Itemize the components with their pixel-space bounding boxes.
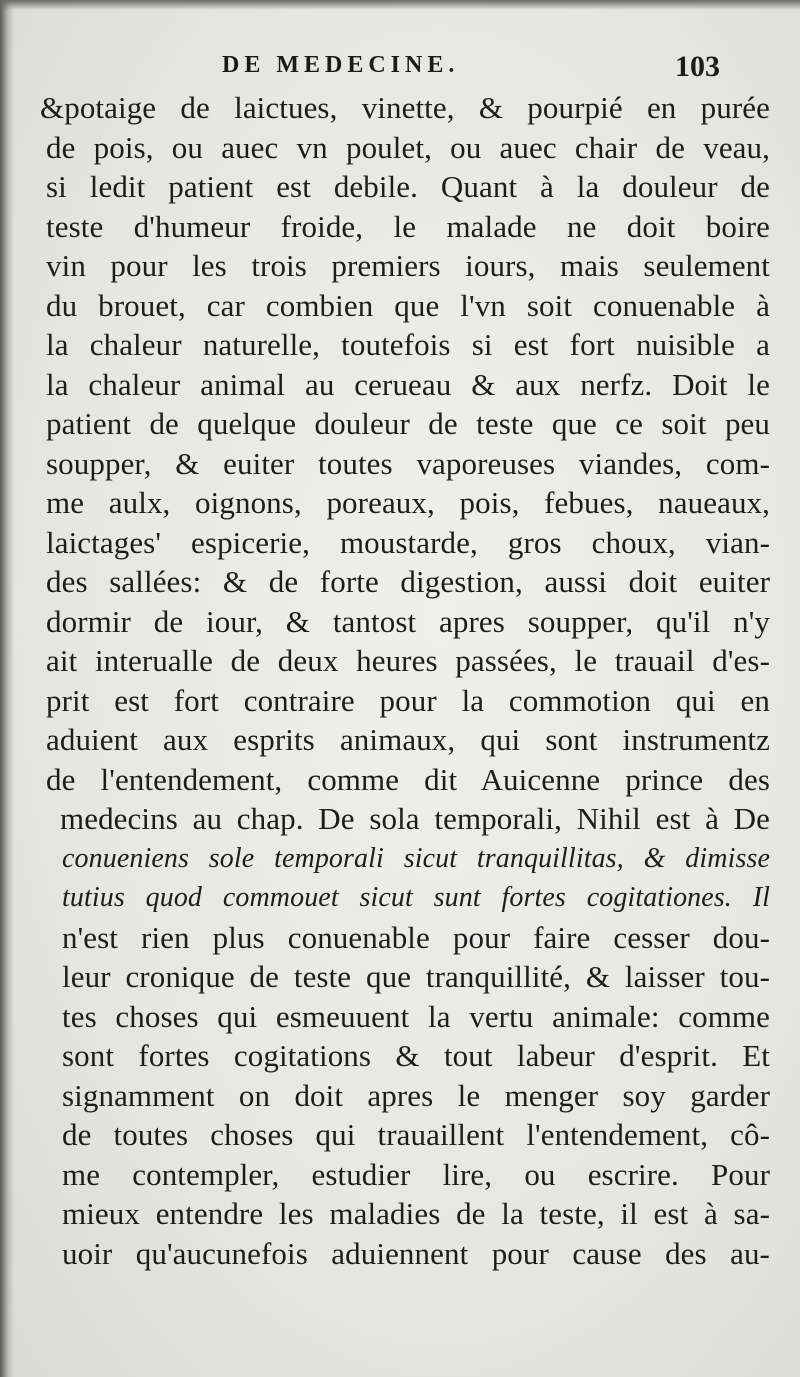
text-line: si ledit patient est debile. Quant à la douleur de — [46, 169, 770, 204]
text-line: dormir de iour, & tantost apres soupper, qu'il n'y — [46, 603, 770, 639]
text-line: sont fortes cogitations & tout labeur d'esprit. Et — [62, 1038, 770, 1073]
text-line: leur cronique de teste que tranquillité, & laisser tou- — [62, 959, 770, 994]
text-line: teste d'humeur froide, le malade ne doit boire — [46, 208, 770, 244]
text-line: prit est fort contraire pour la commotion qui en — [46, 682, 770, 718]
text-line: &potaige de laictues, vinette, & pourpié en purée — [40, 90, 770, 125]
text-line: soupper, & euiter toutes vaporeuses viandes, com- — [46, 445, 770, 481]
text-line: de l'entendement, comme dit Auicenne prince des — [46, 761, 770, 797]
running-head: DE MEDECINE. — [222, 52, 460, 78]
text-line: uoir qu'aucunefois aduiennent pour cause des au- — [62, 1235, 770, 1271]
text-line: n'est rien plus conuenable pour faire cesser dou- — [62, 919, 770, 955]
text-line: du brouet, car combien que l'vn soit conuenable à — [46, 287, 770, 323]
gutter-shadow — [0, 0, 14, 1377]
text-line: la chaleur animal au cerueau & aux nerfz. Doit le — [46, 366, 770, 402]
text-line: la chaleur naturelle, toutefois si est fort nuisible a — [46, 327, 770, 362]
text-line: aduient aux esprits animaux, qui sont instrumentz — [46, 722, 770, 757]
text-line: des sallées: & de forte digestion, aussi doit euiter — [46, 564, 770, 599]
text-line: mieux entendre les maladies de la teste, il est à sa- — [62, 1196, 770, 1231]
text-line: ait interualle de deux heures passées, le trauail d'es- — [46, 643, 770, 678]
latin-quote-line: tutius quod commouet sicut sunt fortes cogitationes. Il — [62, 882, 770, 913]
text-line: tes choses qui esmeuuent la vertu animale: comme — [62, 998, 770, 1034]
text-line: me contempler, estudier lire, ou escrire. Pour — [62, 1156, 770, 1192]
body-text — [40, 88, 770, 1273]
text-line: de pois, ou auec vn poulet, ou auec chair de veau, — [46, 129, 770, 165]
text-line: vin pour les trois premiers iours, mais seulement — [46, 248, 770, 283]
top-edge-shadow — [0, 0, 800, 10]
text-line: signamment on doit apres le menger soy garder — [62, 1077, 770, 1113]
text-line: patient de quelque douleur de teste que ce soit peu — [46, 406, 770, 441]
text-line: me aulx, oignons, poreaux, pois, febues, naueaux, — [46, 485, 770, 520]
page-header — [0, 48, 800, 88]
text-line: laictages' espicerie, moustarde, gros choux, vian- — [46, 524, 770, 560]
latin-quote-line: conueniens sole temporali sicut tranquillitas, & dimisse — [62, 842, 770, 874]
text-line: de toutes choses qui trauaillent l'entendement, cô- — [62, 1117, 770, 1152]
page-number: 103 — [675, 50, 720, 83]
text-line: medecins au chap. De sola temporali, Nihil est à De — [60, 801, 770, 836]
